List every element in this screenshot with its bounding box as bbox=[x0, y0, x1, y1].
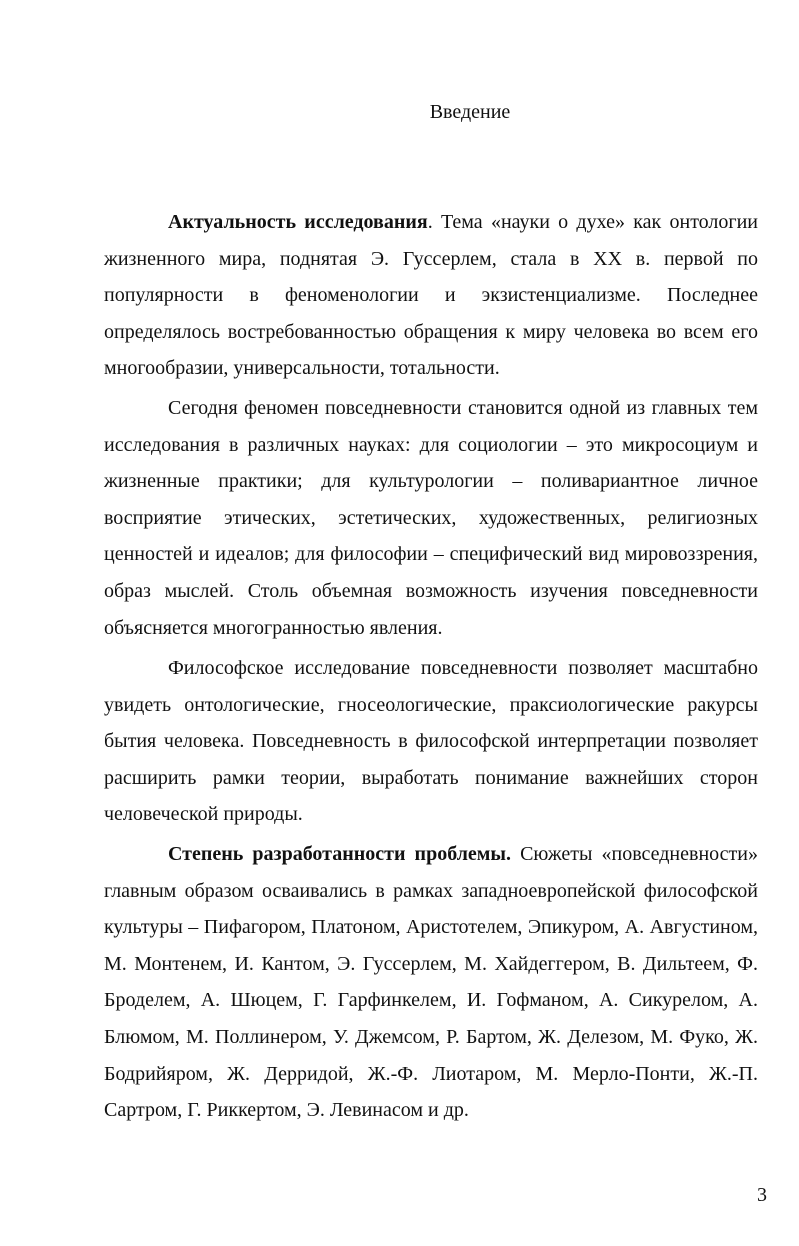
paragraph-text: . Тема «науки о духе» как онтологии жизненного мира, поднятая Э. Гуссерлем, стала в XX в. первой по популярности в феноменологии и экзистенциализме. Последнее определялось востребованностью обращения к миру человека во всем его многообразии, универсальности, тотальности. bbox=[104, 211, 759, 380]
paragraph-relevance bbox=[104, 204, 758, 387]
paragraph-text: Сегодня феномен повседневности становится одной из главных тем исследования в различных науках: для социологии – это микросоциум и жизненные практики; для культурологии – поливариантное личное восприятие этических, эстетических, художественных, религиозных ценностей и идеалов; для философии – специфический вид мировоззрения, образ мыслей. Столь объемная возможность изучения повседневности объясняется многогранностью явления. bbox=[104, 397, 758, 639]
paragraph-text: Философское исследование повседневности позволяет масштабно увидеть онтологические, гносеологические, праксиологические ракурсы бытия человека. Повседневность в философской интерпретации позволяет расширить рамки теории, выработать понимание важнейших сторон человеческой природы. bbox=[104, 657, 758, 826]
page-title: Введение bbox=[429, 101, 511, 123]
paragraph-degree-of-development bbox=[104, 836, 758, 1129]
page-number: 3 bbox=[757, 1184, 767, 1206]
paragraph-everyday-phenomenon bbox=[104, 390, 758, 646]
paragraph-text: Сюжеты «повседневности» главным образом осваивались в рамках западноевропейской философской культуры – Пифагором, Платоном, Аристотелем, Эпикуром, А. Августином, М. Монтенем, И. Кантом, Э. Гуссерлем, М. Хайдеггером, В. Дильтеем, Ф. Броделем, А. Шюцем, Г. Гарфинкелем, И. Гофманом, А. Сикурелом, А. Блюмом, М. Поллинером, У. Джемсом, Р. Бартом, Ж. Делезом, М. Фуко, Ж. Бодрийяром, Ж. Дерридой, Ж.-Ф. Лиотаром, М. Мерло-Понти, Ж.-П. Сартром, Г. Риккертом, Э. Левинасом и др. bbox=[104, 843, 758, 1122]
paragraph-philosophical-study bbox=[104, 650, 758, 833]
paragraph-lead-bold: Степень разработанности проблемы. bbox=[168, 843, 512, 865]
paragraph-lead-bold: Актуальность исследования bbox=[168, 211, 428, 233]
